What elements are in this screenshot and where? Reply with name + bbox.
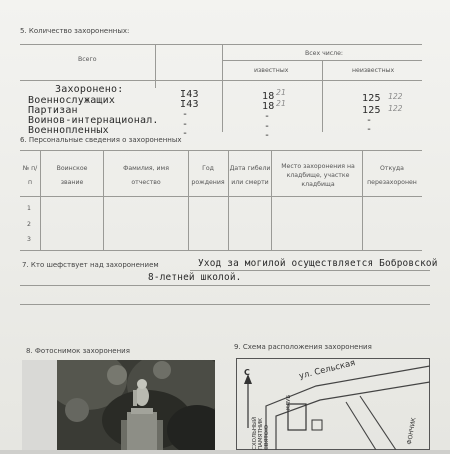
known-handwritten: 21 xyxy=(276,88,286,97)
header-rank: Воинское звание xyxy=(56,165,88,186)
patron-value-line1: Уход за могилой осуществляется Бобровской xyxy=(198,258,438,269)
total-value: - xyxy=(182,109,189,120)
header-num: № п/п xyxy=(22,165,38,186)
section5-title: 5. Количество захороненных: xyxy=(20,27,130,35)
row-label: Партизан xyxy=(28,105,78,116)
row-number: 3 xyxy=(27,236,31,243)
table6-divider xyxy=(362,150,363,250)
col-total-header: Всего xyxy=(78,56,97,63)
known-value: 18 xyxy=(262,101,275,112)
unknown-handwritten: 122 xyxy=(388,92,403,101)
col-of-them-header: Всех числе: xyxy=(305,50,344,57)
location-scheme xyxy=(236,358,430,450)
section7-title: 7. Кто шефствует над захоронением xyxy=(22,261,159,269)
header-place: Место захоронения на кладбище, участке кладбища xyxy=(281,163,355,188)
row-label: Воинов-интернационал. xyxy=(28,115,159,126)
section6-title: 6. Персональные сведения о захороненных xyxy=(20,136,182,144)
table5-divider xyxy=(222,44,223,132)
row-number: 1 xyxy=(27,205,31,212)
underline xyxy=(190,270,430,271)
header-date: Дата гибели или смерти xyxy=(229,165,271,186)
total-value: - xyxy=(182,119,189,130)
row-label: Военнопленных xyxy=(28,125,109,136)
unknown-value: - xyxy=(366,115,373,126)
col-known-header: известных xyxy=(254,67,289,74)
table5-divider xyxy=(322,60,323,132)
table5-top-border xyxy=(20,44,422,45)
table5-divider xyxy=(155,44,156,88)
unknown-value: 125 xyxy=(362,105,381,116)
table6-divider xyxy=(188,150,189,250)
unknown-value: - xyxy=(366,124,373,135)
table6-divider xyxy=(271,150,272,250)
header-from: Откуда перезахоронен xyxy=(367,165,417,186)
known-value: 18 xyxy=(262,91,275,102)
table5-subheader-line xyxy=(222,60,422,61)
total-value: I43 xyxy=(180,89,199,100)
unknown-handwritten: 122 xyxy=(388,104,403,113)
section9-title: 9. Схема расположения захоронения xyxy=(234,343,372,351)
total-value: I43 xyxy=(180,99,199,110)
row-label: Захоронено: xyxy=(55,84,124,95)
section8-title: 8. Фотоснимок захоронения xyxy=(26,347,130,355)
memorial-photo-image xyxy=(57,360,215,450)
patron-value-line2: 8-летней школой. xyxy=(148,272,242,283)
underline xyxy=(20,285,430,286)
grave-label: СХОЛЬНЫЙ ПАМЯТНИК СВЯТОЮ xyxy=(252,417,270,450)
road-right-label: ФОНЧИК xyxy=(406,417,418,446)
known-value: - xyxy=(264,130,271,141)
underline xyxy=(20,304,430,305)
compass-north-label: С xyxy=(244,368,250,377)
row-label: Военнослужащих xyxy=(28,95,116,106)
unknown-value: 125 xyxy=(362,93,381,104)
table6-divider xyxy=(40,150,41,250)
row-number: 2 xyxy=(27,221,31,228)
table5-header-bottom xyxy=(20,80,422,81)
memorial-photo xyxy=(57,360,215,450)
known-handwritten: 21 xyxy=(276,99,286,108)
photo-frame xyxy=(22,360,215,450)
table6-bottom-border xyxy=(20,250,422,251)
col-unknown-header: неизвестных xyxy=(352,67,395,74)
club-label: КЛУБ xyxy=(286,394,292,410)
known-value: - xyxy=(264,111,271,122)
known-value: - xyxy=(264,121,271,132)
header-name: Фамилия, имя отчество xyxy=(123,165,169,186)
header-year: Год рождения xyxy=(191,165,225,186)
total-value: - xyxy=(182,128,189,139)
table6-divider xyxy=(103,150,104,250)
street-label: ул. Сельская xyxy=(298,358,357,382)
